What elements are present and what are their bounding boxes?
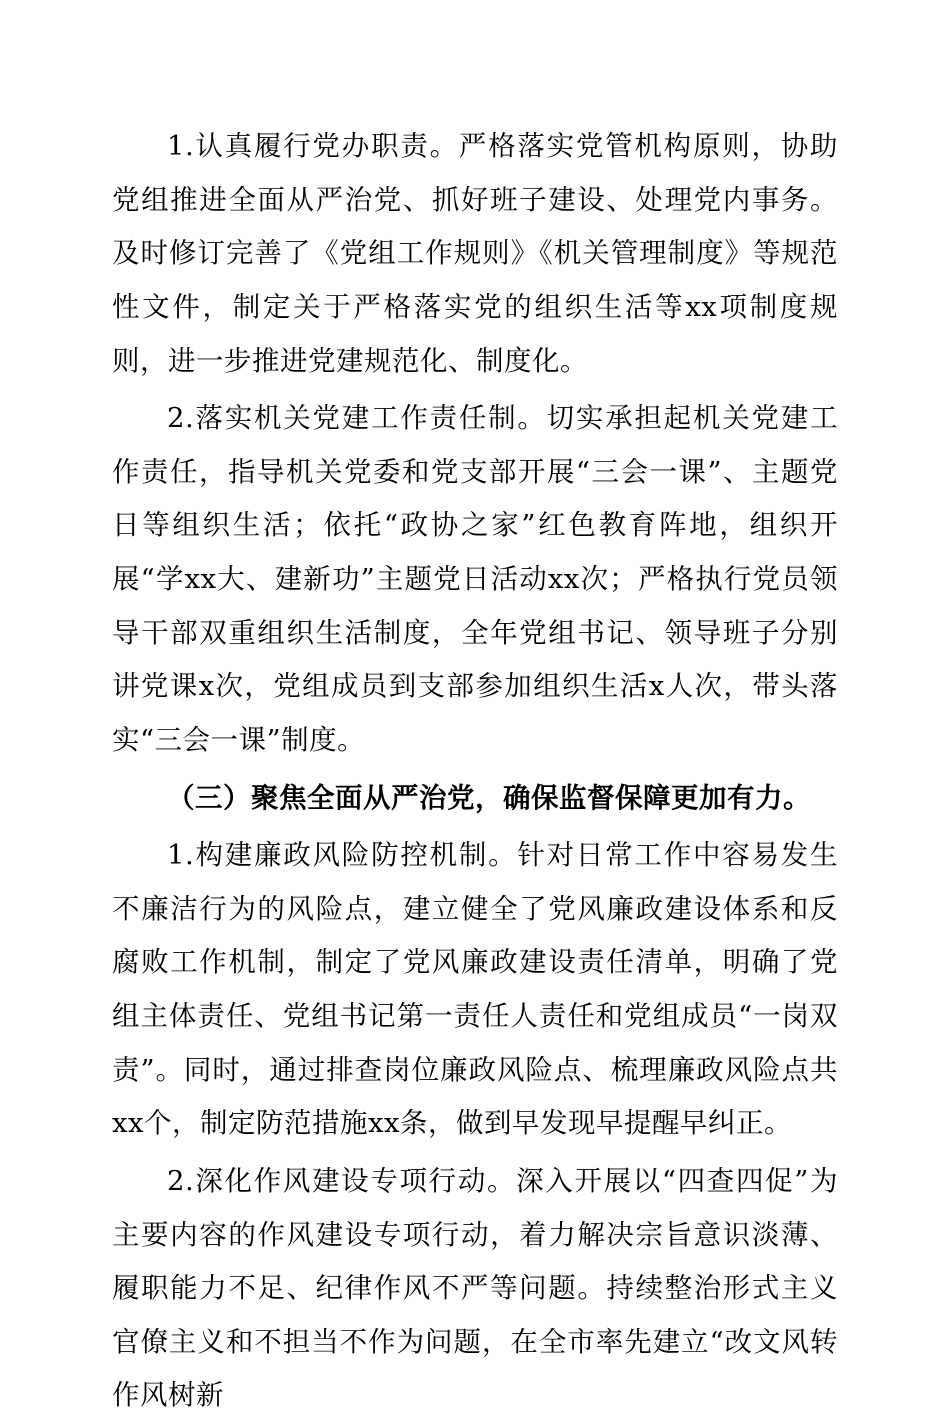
paragraph-party-building-responsibility: 2.落实机关党建工作责任制。切实承担起机关党建工作责任，指导机关党委和党支部开展“三会一课”、主题党日等组织生活；依托“政协之家”红色教育阵地，组织开展“学xx大、建新功”主题党日活动xx次；严格执行党员领导干部双重组织生活制度，全年党组书记、领导班子分别讲党课x次，党组成员到支部参加组织生活x人次，带头落实“三会一课”制度。 [112, 402, 838, 756]
paragraph-integrity-risk-mechanism: 1.构建廉政风险防控机制。针对日常工作中容易发生不廉洁行为的风险点，建立健全了党风廉政建设体系和反腐败工作机制，制定了党风廉政建设责任清单，明确了党组主体责任、党组书记第一责任人责任和党组成员“一岗双责”。同时，通过排查岗位廉政风险点、梳理廉政风险点共xx个，制定防范措施xx条，做到早发现早提醒早纠正。 [112, 839, 838, 1140]
paragraph-work-style-campaign: 2.深化作风建设专项行动。深入开展以“四查四促”为主要内容的作风建设专项行动，着力解决宗旨意识淡薄、履职能力不足、纪律作风不严等问题。持续整治形式主义官僚主义和不担当不作为问题，在全市率先建立“改文风转作风树新 [112, 1164, 838, 1412]
document-body [112, 120, 838, 1423]
paragraph-party-office-duties: 1.认真履行党办职责。严格落实党管机构原则，协助党组推进全面从严治党、抓好班子建设、处理党内事务。及时修订完善了《党组工作规则》《机关管理制度》等规范性文件，制定关于严格落实党的组织生活等xx项制度规则，进一步推进党建规范化、制度化。 [112, 130, 838, 377]
section-heading-three: （三）聚焦全面从严治党，确保监督保障更加有力。 [167, 781, 811, 814]
